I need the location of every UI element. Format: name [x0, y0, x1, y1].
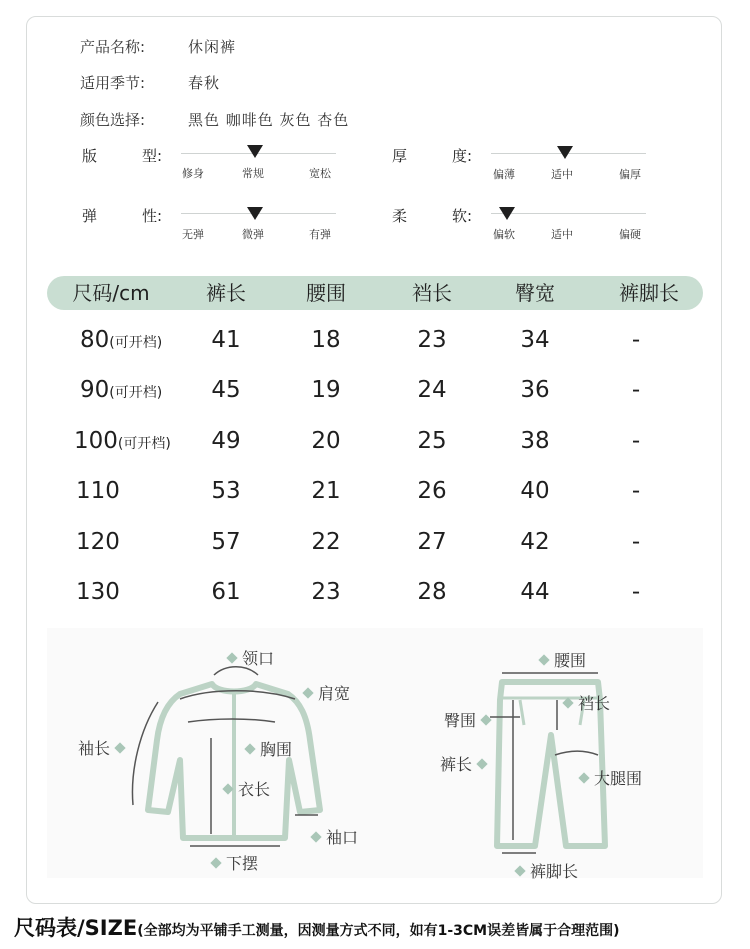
diamond-icon	[578, 772, 589, 783]
table-cell: -	[631, 529, 641, 555]
label-collar: 领口	[222, 646, 274, 669]
label-cuff: 袖口	[306, 825, 358, 848]
header-rise: 裆长	[412, 281, 452, 305]
thickness-tick-thick: 偏厚	[619, 168, 641, 181]
jacket-outline-icon	[148, 684, 320, 838]
elasticity-tick-none: 无弹	[182, 228, 204, 241]
table-cell: 57	[211, 529, 241, 555]
diamond-icon	[480, 714, 491, 725]
softness-tick-soft: 偏软	[493, 228, 515, 241]
size-cell: 90(可开档)	[80, 377, 163, 403]
label-rise: 裆长	[558, 691, 610, 714]
table-cell: 21	[311, 478, 341, 504]
thickness-tick-thin: 偏薄	[493, 168, 515, 181]
thickness-tick-medium: 适中	[551, 168, 573, 181]
table-cell: 36	[520, 377, 550, 403]
table-cell: 41	[211, 327, 241, 353]
label-leg-opening: 裤脚长	[510, 859, 578, 882]
table-cell: 34	[520, 327, 550, 353]
diamond-icon	[476, 758, 487, 769]
size-cell: 80(可开档)	[80, 327, 163, 353]
diamond-icon	[226, 652, 237, 663]
table-cell: 45	[211, 377, 241, 403]
size-cell: 130	[76, 579, 120, 605]
color-label: 颜色选择:	[80, 111, 146, 129]
diamond-icon	[210, 857, 221, 868]
softness-scale-label: 柔 软:	[392, 207, 472, 225]
header-waist: 腰围	[306, 281, 346, 305]
header-pants-length: 裤长	[206, 281, 246, 305]
diamond-icon	[222, 783, 233, 794]
table-cell: 26	[417, 478, 447, 504]
diamond-icon	[302, 687, 313, 698]
table-cell: 42	[520, 529, 550, 555]
label-shoulder: 肩宽	[298, 681, 350, 704]
label-hem: 下摆	[206, 851, 258, 874]
table-cell: -	[631, 428, 641, 454]
diamond-icon	[310, 831, 321, 842]
diamond-icon	[538, 654, 549, 665]
footer-title: 尺码表/SIZE	[14, 916, 138, 940]
header-leg-opening: 裤脚长	[619, 281, 679, 305]
table-cell: 18	[311, 327, 341, 353]
table-cell: 23	[311, 579, 341, 605]
table-cell: 19	[311, 377, 341, 403]
label-thigh: 大腿围	[574, 766, 642, 789]
header-hip: 臀宽	[515, 281, 555, 305]
fit-scale-label: 版 型:	[82, 147, 162, 165]
table-cell: 38	[520, 428, 550, 454]
softness-tick-hard: 偏硬	[619, 228, 641, 241]
fit-tick-regular: 常规	[242, 167, 264, 180]
diamond-icon	[562, 697, 573, 708]
table-cell: 53	[211, 478, 241, 504]
product-name-value: 休闲裤	[188, 38, 237, 56]
label-sleeve: 袖长	[78, 736, 130, 759]
table-cell: 27	[417, 529, 447, 555]
label-hip: 臀围	[444, 708, 496, 731]
diamond-icon	[114, 742, 125, 753]
elasticity-scale-label: 弹 性:	[82, 207, 162, 225]
table-cell: 24	[417, 377, 447, 403]
product-name-label: 产品名称:	[80, 38, 146, 56]
table-cell: 49	[211, 428, 241, 454]
table-cell: 44	[520, 579, 550, 605]
diamond-icon	[244, 743, 255, 754]
header-size: 尺码/cm	[72, 281, 150, 305]
label-waist: 腰围	[534, 648, 586, 671]
footer-caption	[14, 912, 619, 942]
table-cell: 61	[211, 579, 241, 605]
label-pants-length: 裤长	[440, 752, 492, 775]
elasticity-tick-slight: 微弹	[242, 228, 264, 241]
softness-tick-medium: 适中	[551, 228, 573, 241]
fit-tick-slim: 修身	[182, 167, 204, 180]
footer-note: (全部均为平铺手工测量，因测量方式不同，如有1-3CM误差皆属于合理范围)	[137, 923, 620, 939]
table-cell: 22	[311, 529, 341, 555]
season-label: 适用季节:	[80, 74, 146, 92]
label-garment-length: 衣长	[218, 777, 270, 800]
table-cell: -	[631, 579, 641, 605]
thickness-scale-label: 厚 度:	[392, 147, 472, 165]
table-cell: -	[631, 478, 641, 504]
table-cell: 40	[520, 478, 550, 504]
fit-tick-loose: 宽松	[309, 167, 331, 180]
table-cell: -	[631, 377, 641, 403]
size-cell: 100(可开档)	[74, 428, 171, 454]
table-cell: -	[631, 327, 641, 353]
diamond-icon	[514, 865, 525, 876]
elasticity-tick-stretch: 有弹	[309, 228, 331, 241]
table-cell: 23	[417, 327, 447, 353]
table-cell: 20	[311, 428, 341, 454]
label-chest: 胸围	[240, 737, 292, 760]
color-value: 黑色 咖啡色 灰色 杏色	[188, 111, 350, 129]
table-cell: 25	[417, 428, 447, 454]
season-value: 春秋	[188, 74, 221, 92]
size-cell: 110	[76, 478, 120, 504]
table-cell: 28	[417, 579, 447, 605]
size-cell: 120	[76, 529, 120, 555]
